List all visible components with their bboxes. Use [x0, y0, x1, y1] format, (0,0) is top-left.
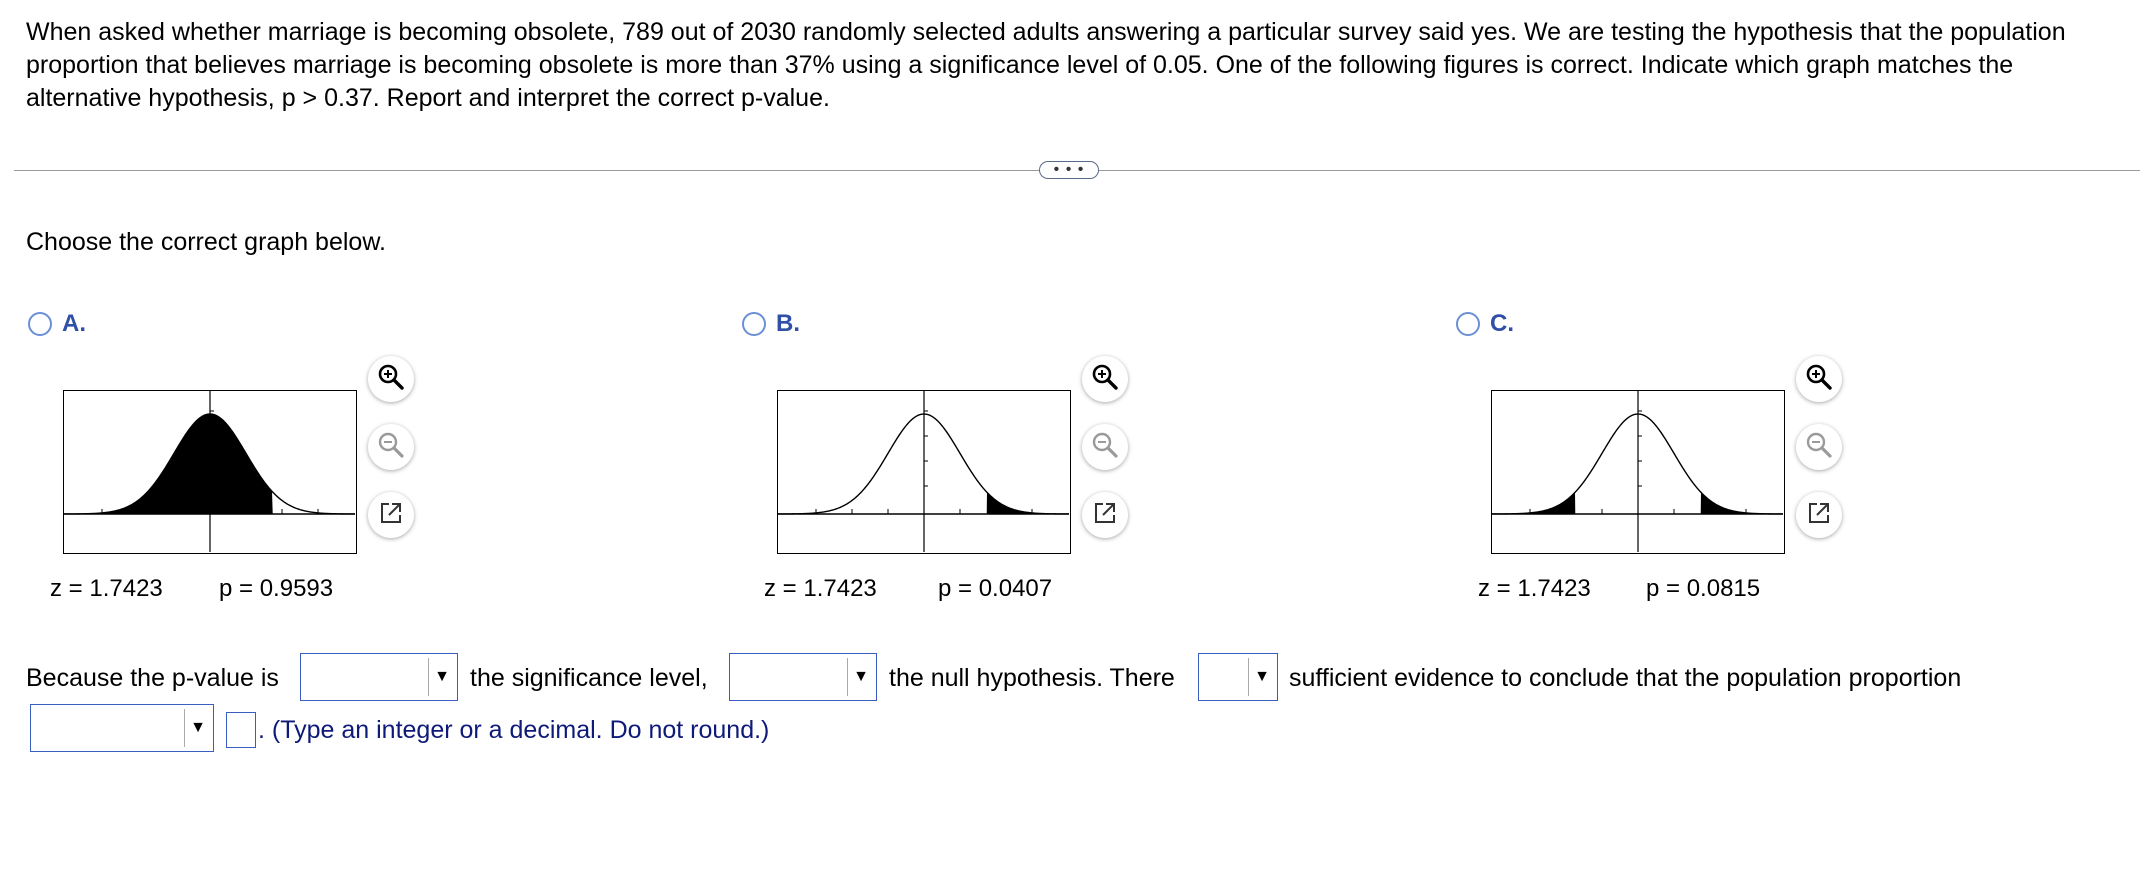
expand-more-button[interactable]: • • •	[1039, 161, 1099, 179]
option-c-z-value: z = 1.7423	[1478, 575, 1591, 602]
answer-text-part2: the significance level,	[470, 664, 708, 692]
question-text: When asked whether marriage is becoming obsolete, 789 out of 2030 randomly selected adults answering a particular survey said yes. We are testing the hypothesis that the population proportion that believes marriage is becoming obsolete is more than 37% using a significance level of 0.05. One of the following figures is correct. Indicate which graph matches the alternative hypothesis, p > 0.37. Report and interpret the correct p-value.	[26, 18, 2066, 112]
option-a-popout-button[interactable]	[368, 492, 414, 538]
option-a-letter: A.	[62, 310, 86, 337]
dropdown-arrow-icon: ▼	[853, 668, 869, 685]
option-a-z-value: z = 1.7423	[50, 575, 163, 602]
graph-c-svg	[1492, 391, 1783, 552]
popout-icon	[377, 499, 405, 532]
option-a-p-value: p = 0.9593	[219, 575, 334, 602]
option-c-radio[interactable]	[1456, 312, 1480, 336]
zoom-in-icon	[1804, 362, 1834, 397]
option-c[interactable]	[1456, 310, 1514, 338]
zoom-in-icon	[1090, 362, 1120, 397]
option-a-zoom-in-button[interactable]	[368, 356, 414, 402]
popout-icon	[1091, 499, 1119, 532]
input-hint: . (Type an integer or a decimal. Do not round.)	[258, 716, 770, 744]
option-b[interactable]	[742, 310, 800, 338]
instruction-text: Choose the correct graph below.	[26, 228, 386, 256]
proportion-value-input[interactable]	[226, 712, 256, 748]
option-c-zoom-in-button[interactable]	[1796, 356, 1842, 402]
graph-a-svg	[64, 391, 355, 552]
dropdown-arrow-icon: ▼	[190, 719, 206, 736]
evidence-dropdown[interactable]	[1198, 653, 1278, 701]
zoom-in-icon	[376, 362, 406, 397]
option-b-popout-button[interactable]	[1082, 492, 1128, 538]
answer-text-part4: sufficient evidence to conclude that the population proportion	[1289, 664, 1962, 692]
option-a-graph	[63, 390, 357, 554]
option-a[interactable]	[28, 310, 86, 338]
option-c-popout-button[interactable]	[1796, 492, 1842, 538]
option-c-letter: C.	[1490, 310, 1514, 337]
option-b-graph	[777, 390, 1071, 554]
graph-b-svg	[778, 391, 1069, 552]
proportion-comparison-dropdown[interactable]	[30, 704, 214, 752]
option-b-zoom-out-button[interactable]	[1082, 424, 1128, 470]
option-c-p-value: p = 0.0815	[1646, 575, 1761, 602]
option-a-zoom-out-button[interactable]	[368, 424, 414, 470]
option-b-radio[interactable]	[742, 312, 766, 336]
option-c-zoom-out-button[interactable]	[1796, 424, 1842, 470]
option-b-p-value: p = 0.0407	[938, 575, 1053, 602]
zoom-out-icon	[1090, 430, 1120, 465]
popout-icon	[1805, 499, 1833, 532]
zoom-out-icon	[376, 430, 406, 465]
p-value-comparison-dropdown[interactable]	[300, 653, 458, 701]
option-c-graph	[1491, 390, 1785, 554]
null-hypothesis-decision-dropdown[interactable]	[729, 653, 877, 701]
option-b-letter: B.	[776, 310, 800, 337]
option-b-zoom-in-button[interactable]	[1082, 356, 1128, 402]
answer-text-part3: the null hypothesis. There	[889, 664, 1175, 692]
dropdown-arrow-icon: ▼	[1254, 668, 1270, 685]
zoom-out-icon	[1804, 430, 1834, 465]
answer-text-part1: Because the p-value is	[26, 664, 279, 692]
option-b-z-value: z = 1.7423	[764, 575, 877, 602]
dropdown-arrow-icon: ▼	[434, 668, 450, 685]
option-a-radio[interactable]	[28, 312, 52, 336]
